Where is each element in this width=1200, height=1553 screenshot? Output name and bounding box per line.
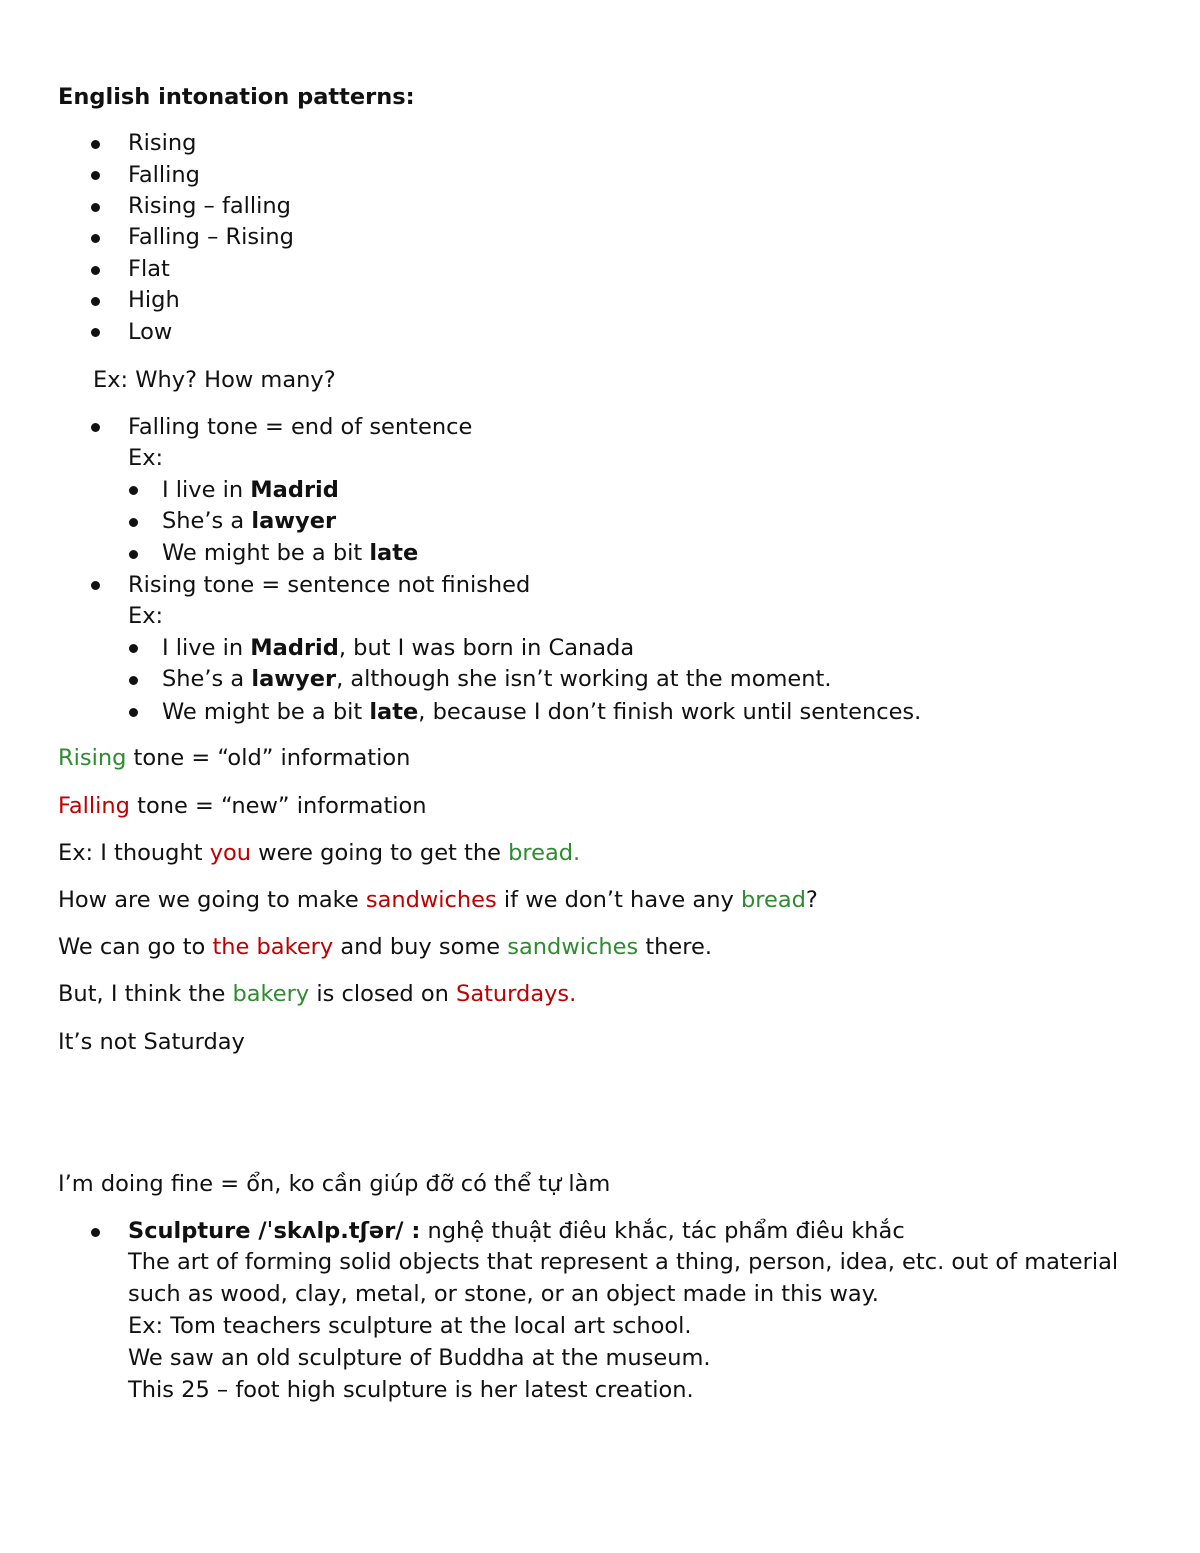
bullet-icon xyxy=(91,140,100,149)
bullet-icon xyxy=(129,708,138,717)
bullet-icon xyxy=(91,581,100,590)
page-title: English intonation patterns: xyxy=(58,84,415,110)
bullet-icon xyxy=(91,171,100,180)
list-item: Rising xyxy=(128,130,197,156)
dialogue-line: How are we going to make sandwiches if we don’t have any bread? xyxy=(58,887,818,913)
bullet-icon xyxy=(129,486,138,495)
bullet-icon xyxy=(91,297,100,306)
example-sentence: I live in Madrid, but I was born in Canada xyxy=(162,635,635,661)
list-item: Flat xyxy=(128,256,170,282)
vocab-example: This 25 – foot high sculpture is her latest creation. xyxy=(128,1377,694,1403)
list-item: Falling – Rising xyxy=(128,224,294,250)
bullet-icon xyxy=(129,676,138,685)
rule-falling: Falling tone = “new” information xyxy=(58,793,427,819)
fine-note: I’m doing fine = ổn, ko cần giúp đỡ có thể tự làm xyxy=(58,1171,611,1197)
example-questions: Ex: Why? How many? xyxy=(93,367,336,393)
list-item: High xyxy=(128,287,180,313)
rule-rising: Rising tone = “old” information xyxy=(58,745,411,771)
dialogue-line: It’s not Saturday xyxy=(58,1029,245,1055)
vocab-heading: Sculpture /ˈskʌlp.tʃər/ : nghệ thuật điêu khắc, tác phẩm điêu khắc xyxy=(128,1218,905,1244)
dialogue-line: We can go to the bakery and buy some sandwiches there. xyxy=(58,934,713,960)
example-sentence: She’s a lawyer xyxy=(162,508,337,534)
bullet-icon xyxy=(129,644,138,653)
bullet-icon xyxy=(91,203,100,212)
dialogue-line: Ex: I thought you were going to get the bread. xyxy=(58,840,581,866)
list-item: Rising – falling xyxy=(128,193,291,219)
list-item: Falling xyxy=(128,162,200,188)
example-label: Ex: xyxy=(128,445,164,471)
example-sentence: She’s a lawyer, although she isn’t working at the moment. xyxy=(162,666,832,692)
bullet-icon xyxy=(129,518,138,527)
vocab-example: Ex: Tom teachers sculpture at the local art school. xyxy=(128,1313,692,1339)
list-item: Low xyxy=(128,319,173,345)
dialogue-line: But, I think the bakery is closed on Saturdays. xyxy=(58,981,577,1007)
falling-tone-label: Falling tone = end of sentence xyxy=(128,414,473,440)
bullet-icon xyxy=(91,423,100,432)
example-sentence: We might be a bit late xyxy=(162,540,419,566)
bullet-icon xyxy=(91,234,100,243)
bullet-icon xyxy=(91,266,100,275)
vocab-example: We saw an old sculpture of Buddha at the museum. xyxy=(128,1345,711,1371)
bullet-icon xyxy=(91,1228,100,1237)
rising-tone-label: Rising tone = sentence not finished xyxy=(128,572,531,598)
example-sentence: We might be a bit late, because I don’t finish work until sentences. xyxy=(162,699,922,725)
bullet-icon xyxy=(91,328,100,337)
vocab-definition: The art of forming solid objects that represent a thing, person, idea, etc. out of material such as wood, clay, metal, or stone, or an object made in this way. xyxy=(128,1249,1119,1307)
example-label: Ex: xyxy=(128,603,164,629)
bullet-icon xyxy=(129,550,138,559)
example-sentence: I live in Madrid xyxy=(162,477,339,503)
